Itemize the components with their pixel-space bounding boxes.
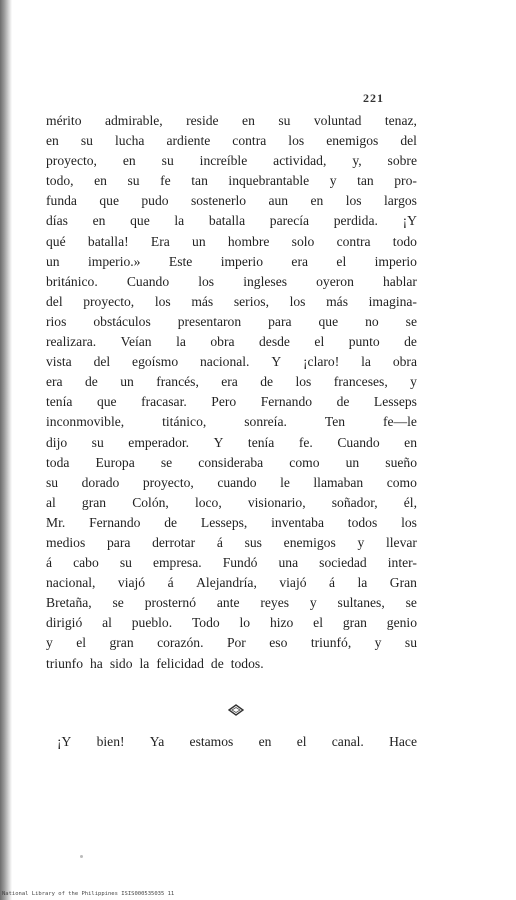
final-line: ¡Y bien! Ya estamos en el canal. Hace — [57, 734, 417, 749]
text-line: vista del egoísmo nacional. Y ¡claro! la obra — [46, 354, 417, 370]
text-line: nacional, viajó á Alejandría, viajó á la Gran — [46, 575, 417, 591]
text-line: Bretaña, se prosternó ante reyes y sultanes, se — [46, 595, 417, 611]
text-line: Mr. Fernando de Lesseps, inventaba todos los — [46, 514, 417, 530]
text-line: del proyecto, los más serios, los más imagina- — [46, 293, 417, 309]
text-line: tenía que fracasar. Pero Fernando de Lesseps — [46, 394, 417, 410]
text-line: realizara. Veían la obra desde el punto de — [46, 334, 417, 350]
text-line: qué batalla! Era un hombre solo contra todo — [46, 233, 417, 249]
text-line: triunfo ha sido la felicidad de todos. — [46, 655, 264, 671]
page-spine-shadow — [0, 0, 12, 900]
paper-speck — [80, 855, 83, 858]
text-line: mérito admirable, reside en su voluntad tenaz, — [46, 113, 417, 128]
text-line: británico. Cuando los ingleses oyeron hablar — [46, 273, 417, 289]
text-line: inconmovible, titánico, sonreía. Ten fe—le — [46, 414, 417, 430]
text-line: era de un francés, era de los franceses, y — [46, 374, 417, 390]
text-line: toda Europa se consideraba como un sueño — [46, 454, 417, 470]
text-line: proyecto, en su increíble actividad, y, sobre — [46, 153, 417, 169]
text-line: dirigió al pueblo. Todo lo hizo el gran genio — [46, 615, 417, 631]
text-line: un imperio.» Este imperio era el imperio — [46, 253, 417, 269]
text-line: al gran Colón, loco, visionario, soñador, él, — [46, 494, 417, 510]
scan-footer: National Library of the Philippines ISIS000535035 11 — [2, 891, 175, 897]
text-line: funda que pudo sostenerlo aun en los largos — [46, 193, 417, 209]
page-number: 221 — [363, 91, 384, 105]
text-line: todo, en su fe tan inquebrantable y tan pro- — [46, 173, 417, 189]
text-line: rios obstáculos presentaron para que no se — [46, 313, 417, 329]
text-line: y el gran corazón. Por eso triunfó, y su — [46, 635, 417, 651]
diamond-ornament-icon — [228, 702, 244, 718]
text-line: dijo su emperador. Y tenía fe. Cuando en — [46, 434, 417, 450]
body-text — [46, 111, 417, 674]
text-line: á cabo su empresa. Fundó una sociedad inter- — [46, 555, 417, 571]
text-line: días en que la batalla parecía perdida. ¡Y — [46, 213, 417, 229]
text-line: su dorado proyecto, cuando le llamaban como — [46, 474, 417, 490]
text-line: en su lucha ardiente contra los enemigos del — [46, 133, 417, 149]
text-line: medios para derrotar á sus enemigos y llevar — [46, 534, 417, 550]
